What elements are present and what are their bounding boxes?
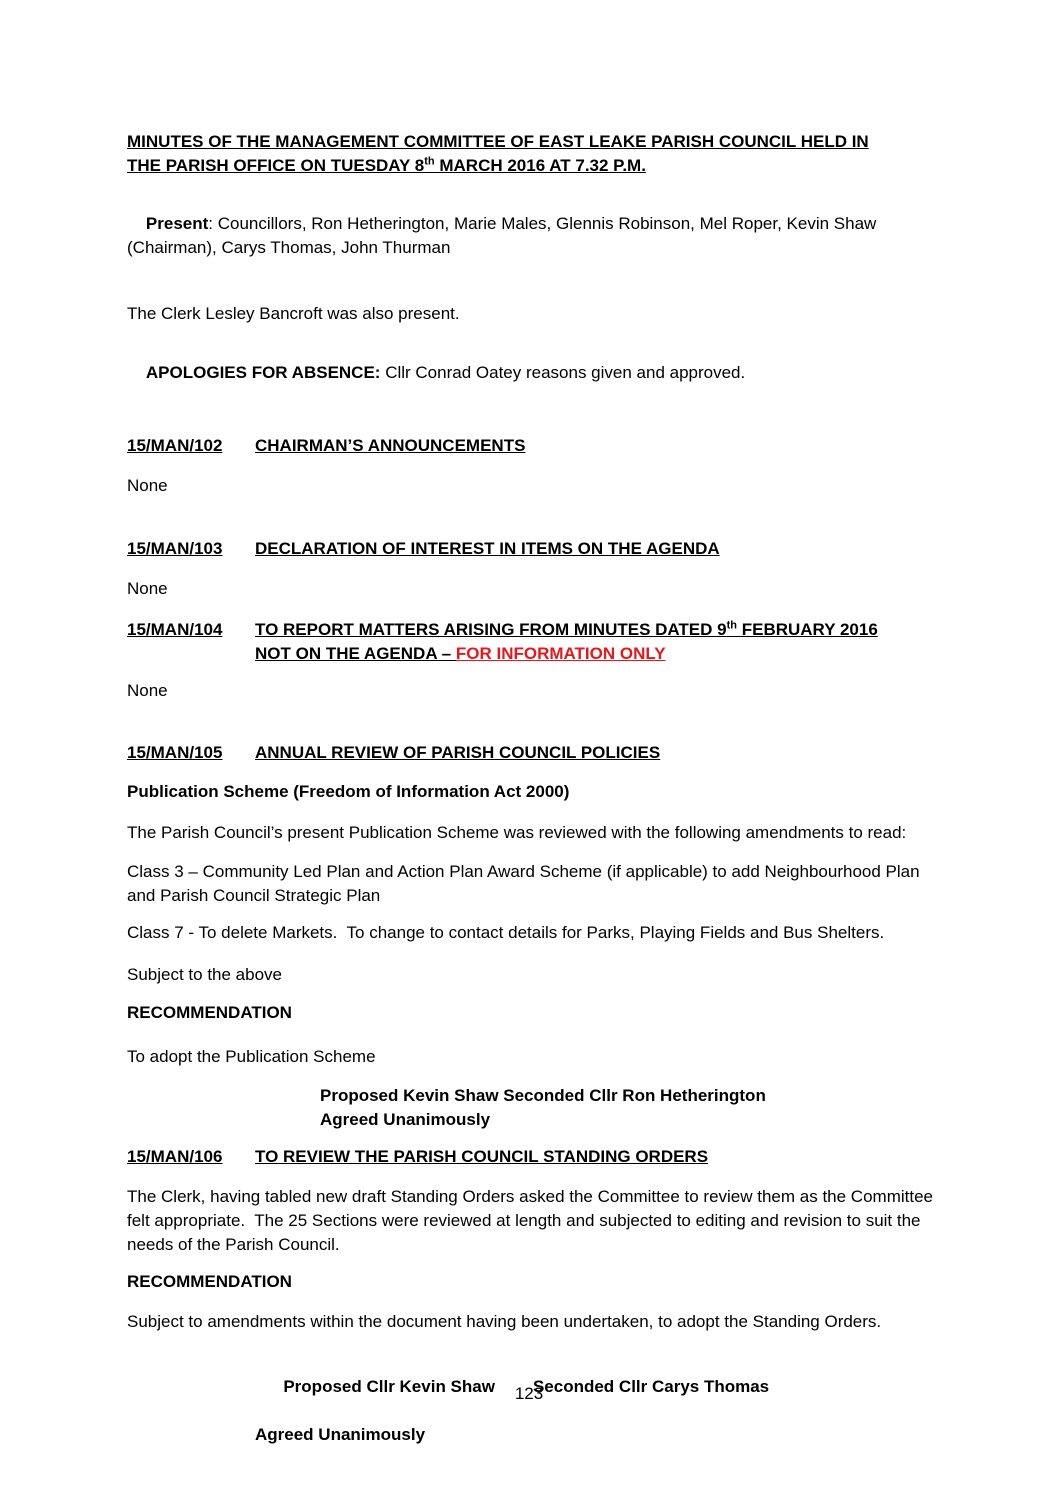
section-title-104-line1-pre: TO REPORT MATTERS ARISING FROM MINUTES DATED 9 [255,620,727,639]
section-title-105 [255,741,933,765]
section-heading-104 [127,618,933,666]
section-title-104-line1-post: FEBRUARY 2016 [737,620,878,639]
proposed-line-105: Proposed Kevin Shaw Seconded Cllr Ron Hetherington [320,1086,766,1105]
section-id-103 [127,537,255,561]
section-id-103-text: 15/MAN/103 [127,539,223,558]
present-label: Present [145,214,209,233]
info-only-red-text: FOR INFORMATION ONLY [455,644,666,663]
present-paragraph [127,188,933,284]
section-id-105-text: 15/MAN/105 [127,743,223,762]
section-title-102-text: CHAIRMAN’S ANNOUNCEMENTS [255,436,526,455]
section-title-104-line2-black: NOT ON THE AGENDA – [255,644,456,663]
clerk-note: The Clerk Lesley Bancroft was also present. [127,304,460,323]
section-id-106-text: 15/MAN/106 [127,1147,223,1166]
section-title-106-text: TO REVIEW THE PARISH COUNCIL STANDING ORDERS [255,1147,709,1166]
seconded-106-text: Seconded Cllr Carys Thomas [532,1377,770,1396]
agreed-line-105: Agreed Unanimously [320,1110,491,1129]
publication-scheme-subheading: Publication Scheme (Freedom of Information Act 2000) [127,782,570,801]
doc-title-line1 [127,130,933,154]
recommendation-label-106: RECOMMENDATION [127,1272,292,1291]
section-id-105 [127,741,255,765]
doc-title-line2-pre: THE PARISH OFFICE ON TUESDAY 8 [127,156,425,175]
section-title-104-superscript: th [726,619,737,632]
section-id-106 [127,1145,255,1169]
subject-to-above: Subject to the above [127,965,283,984]
section-heading-106 [127,1145,933,1169]
apologies-text: Cllr Conrad Oatey reasons given and approved. [380,363,746,382]
agreed-line-106: Agreed Unanimously [255,1425,426,1444]
section-title-103 [255,537,933,561]
standing-orders-paragraph: The Clerk, having tabled new draft Standing Orders asked the Committee to review them as the Committee felt appropriate. The 25 Sections were reviewed at length and subjected to editing and revision to suit the needs of the Parish Council. [127,1187,938,1254]
section-heading-105 [127,741,933,765]
doc-title-line1-text: MINUTES OF THE MANAGEMENT COMMITTEE OF EAST LEAKE PARISH COUNCIL HELD IN [127,132,869,151]
section-body-104: None [127,681,168,700]
section-heading-103 [127,537,933,561]
class7-paragraph: Class 7 - To delete Markets. To change to contact details for Parks, Playing Fields and Bus Shelters. [127,923,885,942]
apologies-paragraph [127,337,933,409]
section-title-104-line1 [255,618,933,642]
present-text: : Councillors, Ron Hetherington, Marie Males, Glennis Robinson, Mel Roper, Kevin Shaw (Chairman), Carys Thomas, John Thurman [127,214,882,257]
class3-paragraph: Class 3 – Community Led Plan and Action Plan Award Scheme (if applicable) to add Neighbourhood Plan and Parish Council Strategic Plan [127,862,925,905]
section-title-106 [255,1145,933,1169]
recommendation-label-105: RECOMMENDATION [127,1003,292,1022]
recommendation-text-105: To adopt the Publication Scheme [127,1047,376,1066]
section-id-102-text: 15/MAN/102 [127,436,223,455]
section-title-102 [255,434,933,458]
proposed-block-105 [320,1084,933,1132]
section-id-104 [127,618,255,666]
proposed-106-text: Proposed Cllr Kevin Shaw [283,1377,495,1396]
section-id-102 [127,434,255,458]
section-body-102: None [127,476,168,495]
section-title-104-line2 [255,642,933,666]
section-title-103-text: DECLARATION OF INTEREST IN ITEMS ON THE AGENDA [255,539,720,558]
recommendation-text-106: Subject to amendments within the document having been undertaken, to adopt the Standing Orders. [127,1312,882,1331]
section-body-103: None [127,579,168,598]
apologies-label: APOLOGIES FOR ABSENCE: [145,363,381,382]
page-number: 123 [514,1384,544,1403]
doc-title-superscript: th [424,155,435,168]
section-title-105-text: ANNUAL REVIEW OF PARISH COUNCIL POLICIES [255,743,661,762]
section-heading-102 [127,434,933,458]
doc-title-line2-post: MARCH 2016 AT 7.32 P.M. [434,156,646,175]
section-title-104 [255,618,933,666]
doc-title-line2 [127,154,933,178]
publication-scheme-paragraph: The Parish Council’s present Publication Scheme was reviewed with the following amendments to read: [127,823,907,842]
section-id-104-text: 15/MAN/104 [127,620,223,639]
